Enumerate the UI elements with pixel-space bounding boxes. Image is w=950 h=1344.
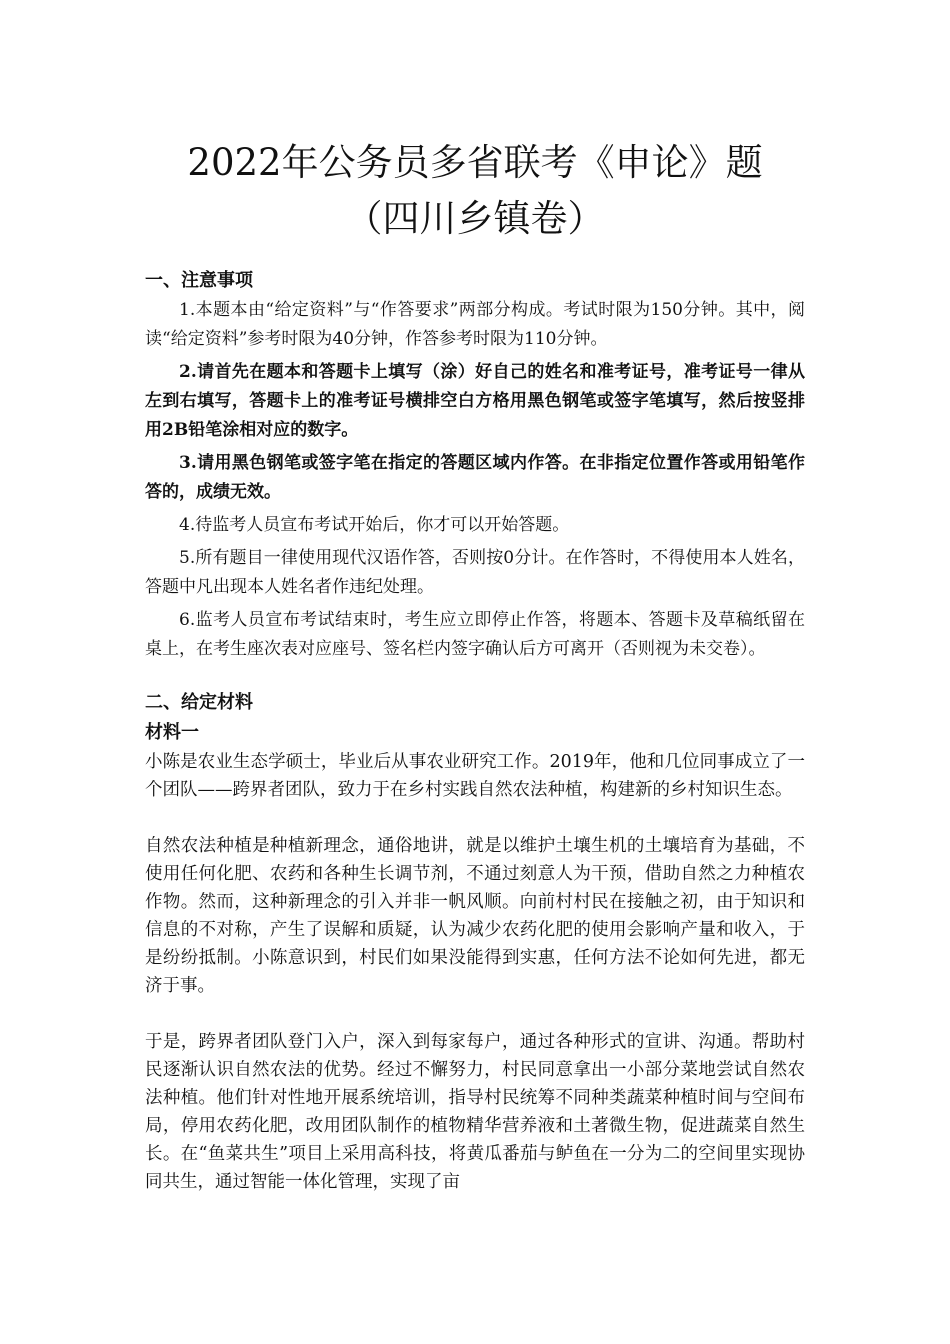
note-item: 6.监考人员宣布考试结束时，考生应立即停止作答，将题本、答题卡及草稿纸留在桌上，在考生座次表对应座号、签名栏内签字确认后方可离开（否则视为未交卷）。 (145, 610, 805, 659)
material-paragraph: 于是，跨界者团队登门入户，深入到每家每户，通过各种形式的宣讲、沟通。帮助村民逐渐认识自然农法的优势。经过不懈努力，村民同意拿出一小部分菜地尝试自然农法种植。他们针对性地开展系统培训，指导村民统筹不同种类蔬菜种植时间与空间布局，停用农药化肥，改用团队制作的植物精华营养液和土著微生物，促进蔬菜自然生长。在“鱼菜共生”项目上采用高科技，将黄瓜番茄与鲈鱼在一分为二的空间里实现协同共生，通过智能一体化管理，实现了亩 (145, 1032, 805, 1192)
material-paragraph: 自然农法种植是种植新理念，通俗地讲，就是以维护土壤生机的土壤培育为基础，不使用任何化肥、农药和各种生长调节剂，不通过刻意人为干预，借助自然之力种植农作物。然而，这种新理念的引入并非一帆风顺。向前村村民在接触之初，由于知识和信息的不对称，产生了误解和质疑，认为减少农药化肥的使用会影响产量和收入，于是纷纷抵制。小陈意识到，村民们如果没能得到实惠，任何方法不论如何先进，都无济于事。 (145, 836, 805, 996)
note-item: 5.所有题目一律使用现代汉语作答，否则按0分计。在作答时，不得使用本人姓名，答题中凡出现本人姓名者作违纪处理。 (145, 548, 805, 597)
note-item: 2.请首先在题本和答题卡上填写（涂）好自己的姓名和准考证号，准考证号一律从左到右填写，答题卡上的准考证号横排空白方格用黑色钢笔或签字笔填写，然后按竖排用2B铅笔涂相对应的数字。 (145, 362, 805, 440)
document-subtitle: （四川乡镇卷） (345, 197, 605, 240)
section-heading-notes: 一、注意事项 (145, 270, 253, 291)
section-heading-materials: 二、给定材料 (145, 692, 253, 713)
material-title: 材料一 (145, 722, 199, 743)
note-item: 4.待监考人员宣布考试开始后，你才可以开始答题。 (179, 515, 570, 535)
material-paragraph: 小陈是农业生态学硕士，毕业后从事农业研究工作。2019年，他和几位同事成立了一个团队——跨界者团队，致力于在乡村实践自然农法种植，构建新的乡村知识生态。 (145, 752, 805, 800)
document-title: 2022年公务员多省联考《申论》题 (187, 141, 763, 184)
note-item: 3.请用黑色钢笔或签字笔在指定的答题区域内作答。在非指定位置作答或用铅笔作答的，成绩无效。 (145, 453, 805, 502)
note-item: 1.本题本由“给定资料”与“作答要求”两部分构成。考试时限为150分钟。其中，阅读“给定资料”参考时限为40分钟，作答参考时限为110分钟。 (145, 300, 805, 349)
document-body (145, 266, 805, 1224)
